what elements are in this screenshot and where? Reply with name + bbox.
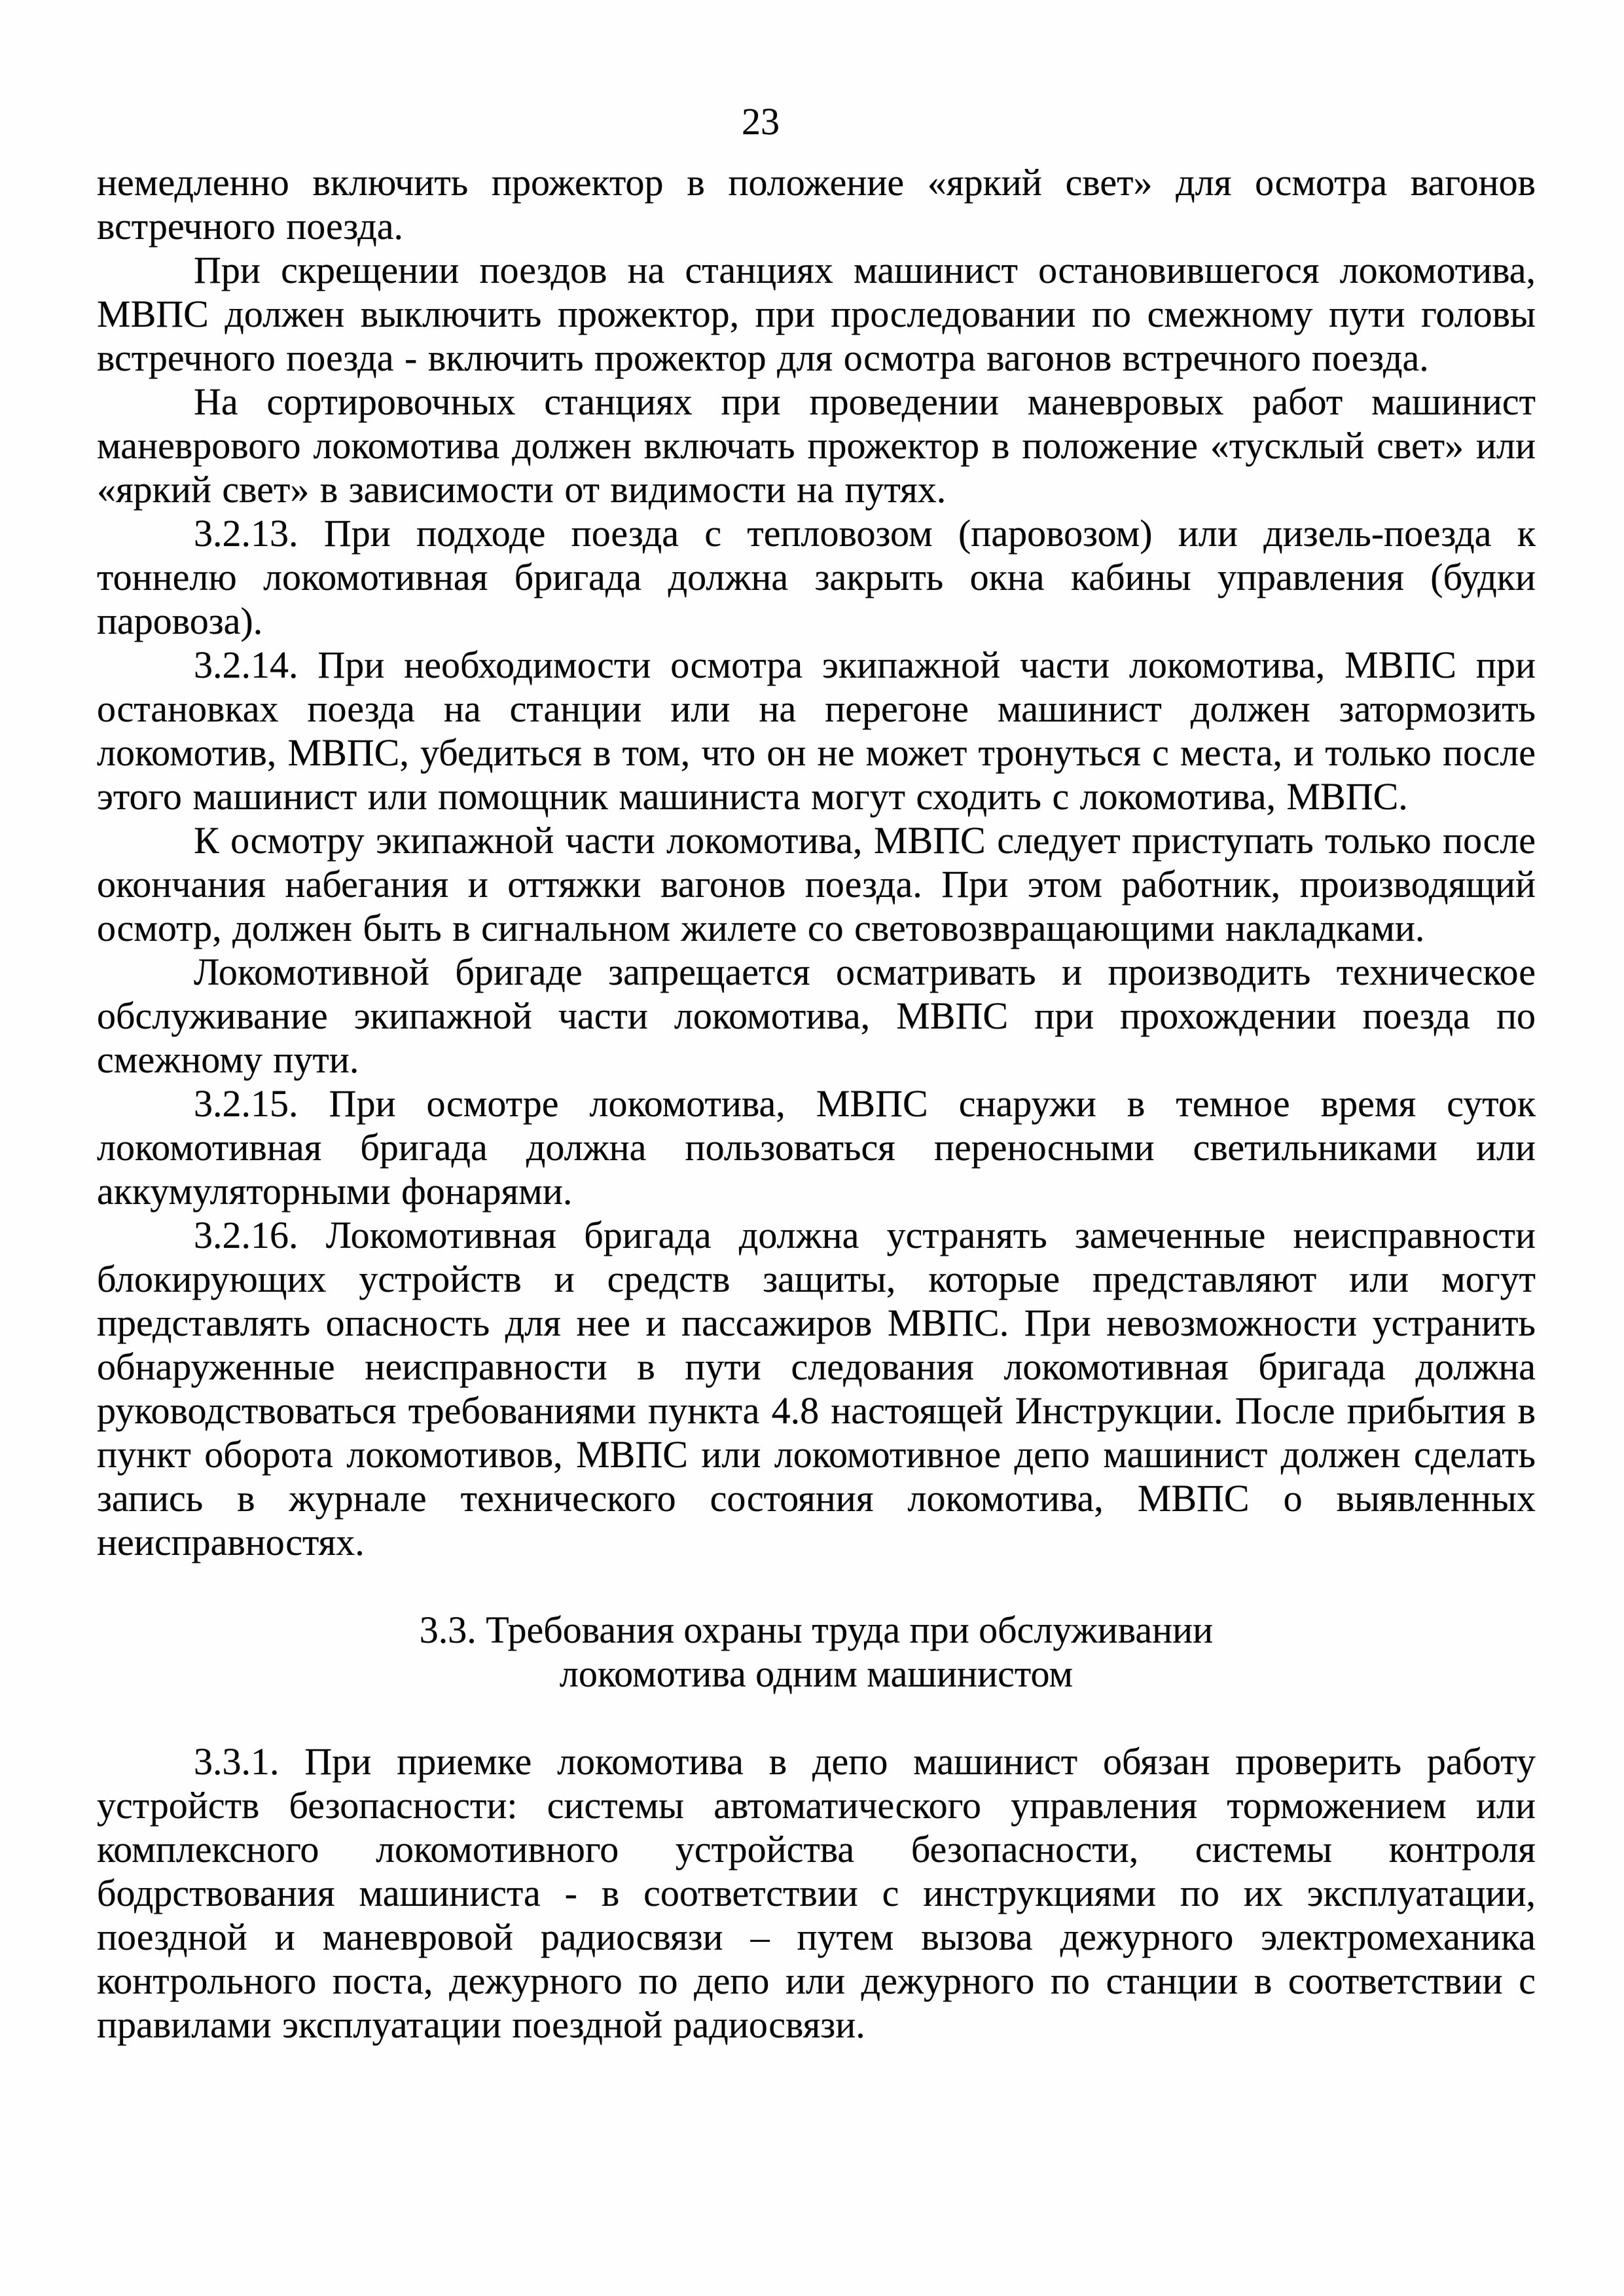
- section-heading: [97, 1608, 1536, 1696]
- paragraph: Локомотивной бригаде запрещается осматривать и производить техническое обслуживание экипажной части локомотива, МВПС при прохождении поезда по смежному пути.: [97, 951, 1536, 1081]
- section-heading-line: локомотива одним машинистом: [559, 1652, 1074, 1695]
- document-text: [97, 160, 1536, 2047]
- page-number: 23: [742, 100, 780, 143]
- paragraph: При скрещении поездов на станциях машинист остановившегося локомотива, МВПС должен выключить прожектор, при проследовании по смежному пути головы встречного поезда - включить прожектор для осмотра вагонов встречного поезда.: [97, 249, 1536, 379]
- paragraph: На сортировочных станциях при проведении маневровых работ машинист маневрового локомотива должен включать прожектор в положение «тусклый свет» или «яркий свет» в зависимости от видимости на путях.: [97, 380, 1536, 511]
- section-heading-line: 3.3. Требования охраны труда при обслуживании: [419, 1609, 1214, 1651]
- paragraph: немедленно включить прожектор в положение «яркий свет» для осмотра вагонов встречного поезда.: [97, 161, 1536, 247]
- paragraph: 3.2.16. Локомотивная бригада должна устранять замеченные неисправности блокирующих устройств и средств защиты, которые представляют или могут представлять опасность для нее и пассажиров МВПС. При невозможности устранить обнаруженные неисправности в пути следования локомотивная бригада должна руководствоваться требованиями пункта 4.8 настоящей Инструкции. После прибытия в пункт оборота локомотивов, МВПС или локомотивное депо машинист должен сделать запись в журнале технического состояния локомотива, МВПС о выявленных неисправностях.: [97, 1214, 1536, 1563]
- paragraph: К осмотру экипажной части локомотива, МВПС следует приступать только после окончания набегания и оттяжки вагонов поезда. При этом работник, производящий осмотр, должен быть в сигнальном жилете со световозвращающими накладками.: [97, 819, 1536, 949]
- paragraph: 3.2.13. При подходе поезда с тепловозом (паровозом) или дизель-поезда к тоннелю локомотивная бригада должна закрыть окна кабины управления (будки паровоза).: [97, 512, 1536, 642]
- document-content: [97, 100, 1536, 2047]
- paragraph: 3.3.1. При приемке локомотива в депо машинист обязан проверить работу устройств безопасности: системы автоматического управления торможением или комплексного локомотивного устройства безопасности, системы контроля бодрствования машиниста - в соответствии с инструкциями по их эксплуатации, поездной и маневровой радиосвязи – путем вызова дежурного электромеханика контрольного поста, дежурного по депо или дежурного по станции в соответствии с правилами эксплуатации поездной радиосвязи.: [97, 1740, 1536, 2046]
- paragraph: 3.2.15. При осмотре локомотива, МВПС снаружи в темное время суток локомотивная бригада должна пользоваться переносными светильниками или аккумуляторными фонарями.: [97, 1082, 1536, 1212]
- paragraph: 3.2.14. При необходимости осмотра экипажной части локомотива, МВПС при остановках поезда на станции или на перегоне машинист должен затормозить локомотив, МВПС, убедиться в том, что он не может тронуться с места, и только после этого машинист или помощник машиниста могут сходить с локомотива, МВПС.: [97, 644, 1536, 818]
